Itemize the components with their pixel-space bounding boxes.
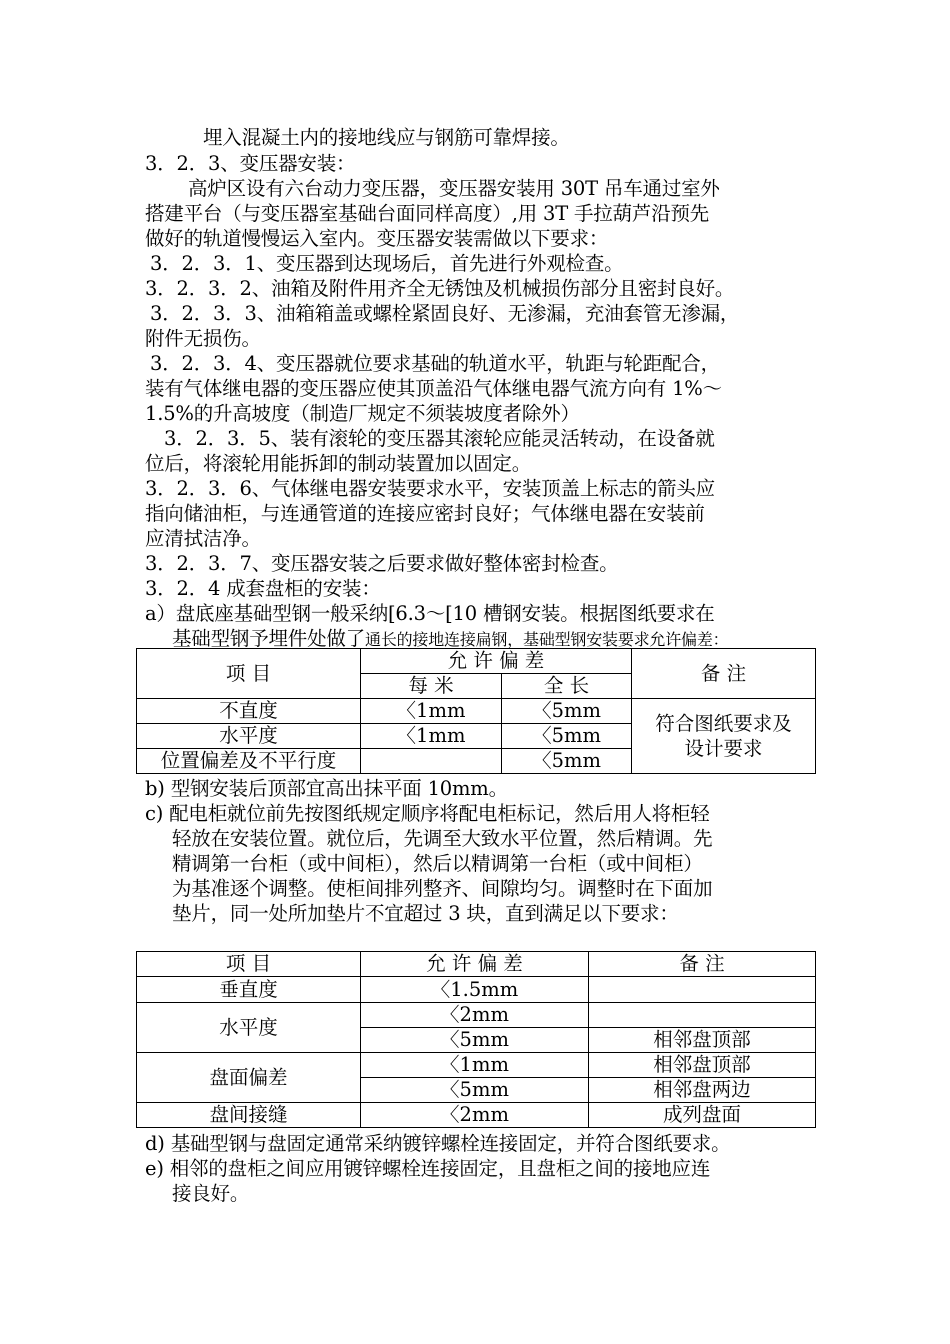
text-line: 高炉区设有六台动力变压器，变压器安装用 30T 吊车通过室外	[188, 177, 720, 200]
text-line: 为基准逐个调整。使柜间排列整齐、间隙均匀。调整时在下面加	[172, 877, 713, 900]
text-fragment-small: 通长的接地连接扁钢，基础型钢安装要求允许偏差：	[365, 630, 729, 649]
cell-note	[589, 1003, 816, 1028]
text-line: 3．2．3．6、气体继电器安装要求水平，安装顶盖上标志的箭头应	[145, 477, 715, 500]
cell-total: 〈5mm	[502, 749, 632, 774]
cell-deviation: 〈1mm	[361, 1053, 589, 1078]
text-line: 1.5%的升高坡度（制造厂规定不须装坡度者除外）	[145, 402, 580, 425]
table-row	[137, 699, 816, 724]
table-row	[137, 977, 816, 1003]
cell-deviation: 〈5mm	[361, 1078, 589, 1103]
cell-per-meter	[361, 749, 502, 774]
cell-note	[632, 699, 816, 774]
text-line: b) 型钢安装后顶部宜高出抹平面 10mm。	[145, 777, 508, 800]
cell-item: 盘面偏差	[137, 1053, 361, 1103]
cell-note	[589, 977, 816, 1003]
text-line: 附件无损伤。	[145, 327, 261, 350]
header-item: 项 目	[137, 649, 361, 699]
cell-deviation: 〈2mm	[361, 1003, 589, 1028]
text-line: 3．2．3．1、变压器到达现场后，首先进行外观检查。	[150, 252, 624, 275]
text-line: 接良好。	[172, 1182, 250, 1205]
cell-per-meter: 〈1mm	[361, 724, 502, 749]
table-row	[137, 1053, 816, 1078]
section-heading: 3．2．3、变压器安装：	[145, 152, 356, 175]
header-deviation: 允 许 偏 差	[361, 952, 589, 977]
header-per-meter: 每 米	[361, 674, 502, 699]
section-heading: 3．2．4 成套盘柜的安装：	[145, 577, 381, 600]
cell-note: 相邻盘顶部	[589, 1053, 816, 1078]
cell-per-meter: 〈1mm	[361, 699, 502, 724]
table-row	[137, 1103, 816, 1128]
cell-note: 相邻盘两边	[589, 1078, 816, 1103]
text-line: 3．2．3．7、变压器安装之后要求做好整体密封检查。	[145, 552, 619, 575]
cabinet-tolerance-table	[136, 951, 816, 1128]
table-row	[137, 1003, 816, 1028]
cell-note: 相邻盘顶部	[589, 1028, 816, 1053]
text-line: 3．2．3．2、油箱及附件用齐全无锈蚀及机械损伤部分且密封良好。	[145, 277, 735, 300]
text-line: 垫片，同一处所加垫片不宜超过 3 块，直到满足以下要求：	[172, 902, 679, 925]
text-line: 精调第一台柜（或中间柜），然后以精调第一台柜（或中间柜）	[172, 852, 703, 875]
text-line: 轻放在安装位置。就位后，先调至大致水平位置，然后精调。先	[172, 827, 713, 850]
text-line: 3．2．3．5、装有滚轮的变压器其滚轮应能灵活转动，在设备就	[164, 427, 715, 450]
header-total-length: 全 长	[502, 674, 632, 699]
cell-item: 不直度	[137, 699, 361, 724]
note-line: 符合图纸要求及	[655, 712, 792, 735]
cell-item: 盘间接缝	[137, 1103, 361, 1128]
header-deviation: 允 许 偏 差	[361, 649, 632, 674]
text-line: a）盘底座基础型钢一般采纳[6.3～[10 槽钢安装。根据图纸要求在	[145, 602, 715, 625]
cell-note: 成列盘面	[589, 1103, 816, 1128]
cell-item: 垂直度	[137, 977, 361, 1003]
text-line: 装有气体继电器的变压器应使其顶盖沿气体继电器气流方向有 1%～	[145, 377, 722, 400]
text-line: 做好的轨道慢慢运入室内。变压器安装需做以下要求：	[145, 227, 609, 250]
text-line: 应清拭洁净。	[145, 527, 261, 550]
text-line: 指向储油柜，与连通管道的连接应密封良好；气体继电器在安装前	[145, 502, 705, 525]
text-line: 3．2．3．4、变压器就位要求基础的轨道水平，轨距与轮距配合，	[150, 352, 720, 375]
header-note: 备 注	[632, 649, 816, 699]
text-line: 埋入混凝土内的接地线应与钢筋可靠焊接。	[203, 126, 570, 149]
text-line: d) 基础型钢与盘固定通常采纳镀锌螺栓连接固定，并符合图纸要求。	[145, 1132, 731, 1155]
text-line: e) 相邻的盘柜之间应用镀锌螺栓连接固定，且盘柜之间的接地应连	[145, 1157, 711, 1180]
text-line: 3．2．3．3、油箱箱盖或螺栓紧固良好、无渗漏，充油套管无渗漏，	[150, 302, 740, 325]
text-line: c) 配电柜就位前先按图纸规定顺序将配电柜标记，然后用人将柜轻	[145, 802, 710, 825]
cell-item: 水平度	[137, 724, 361, 749]
header-note: 备 注	[589, 952, 816, 977]
steel-tolerance-table	[136, 648, 816, 774]
text-line: 位后，将滚轮用能拆卸的制动装置加以固定。	[145, 452, 532, 475]
cell-total: 〈5mm	[502, 724, 632, 749]
text-line: 搭建平台（与变压器室基础台面同样高度）,用 3T 手拉葫芦沿预先	[145, 202, 710, 225]
header-item: 项 目	[137, 952, 361, 977]
text-fragment: 基础型钢予埋件处做了	[172, 627, 366, 650]
cell-item: 水平度	[137, 1003, 361, 1053]
cell-total: 〈5mm	[502, 699, 632, 724]
cell-deviation: 〈1.5mm	[361, 977, 589, 1003]
cell-deviation: 〈5mm	[361, 1028, 589, 1053]
note-line: 设计要求	[684, 737, 763, 760]
cell-deviation: 〈2mm	[361, 1103, 589, 1128]
cell-item: 位置偏差及不平行度	[137, 749, 361, 774]
